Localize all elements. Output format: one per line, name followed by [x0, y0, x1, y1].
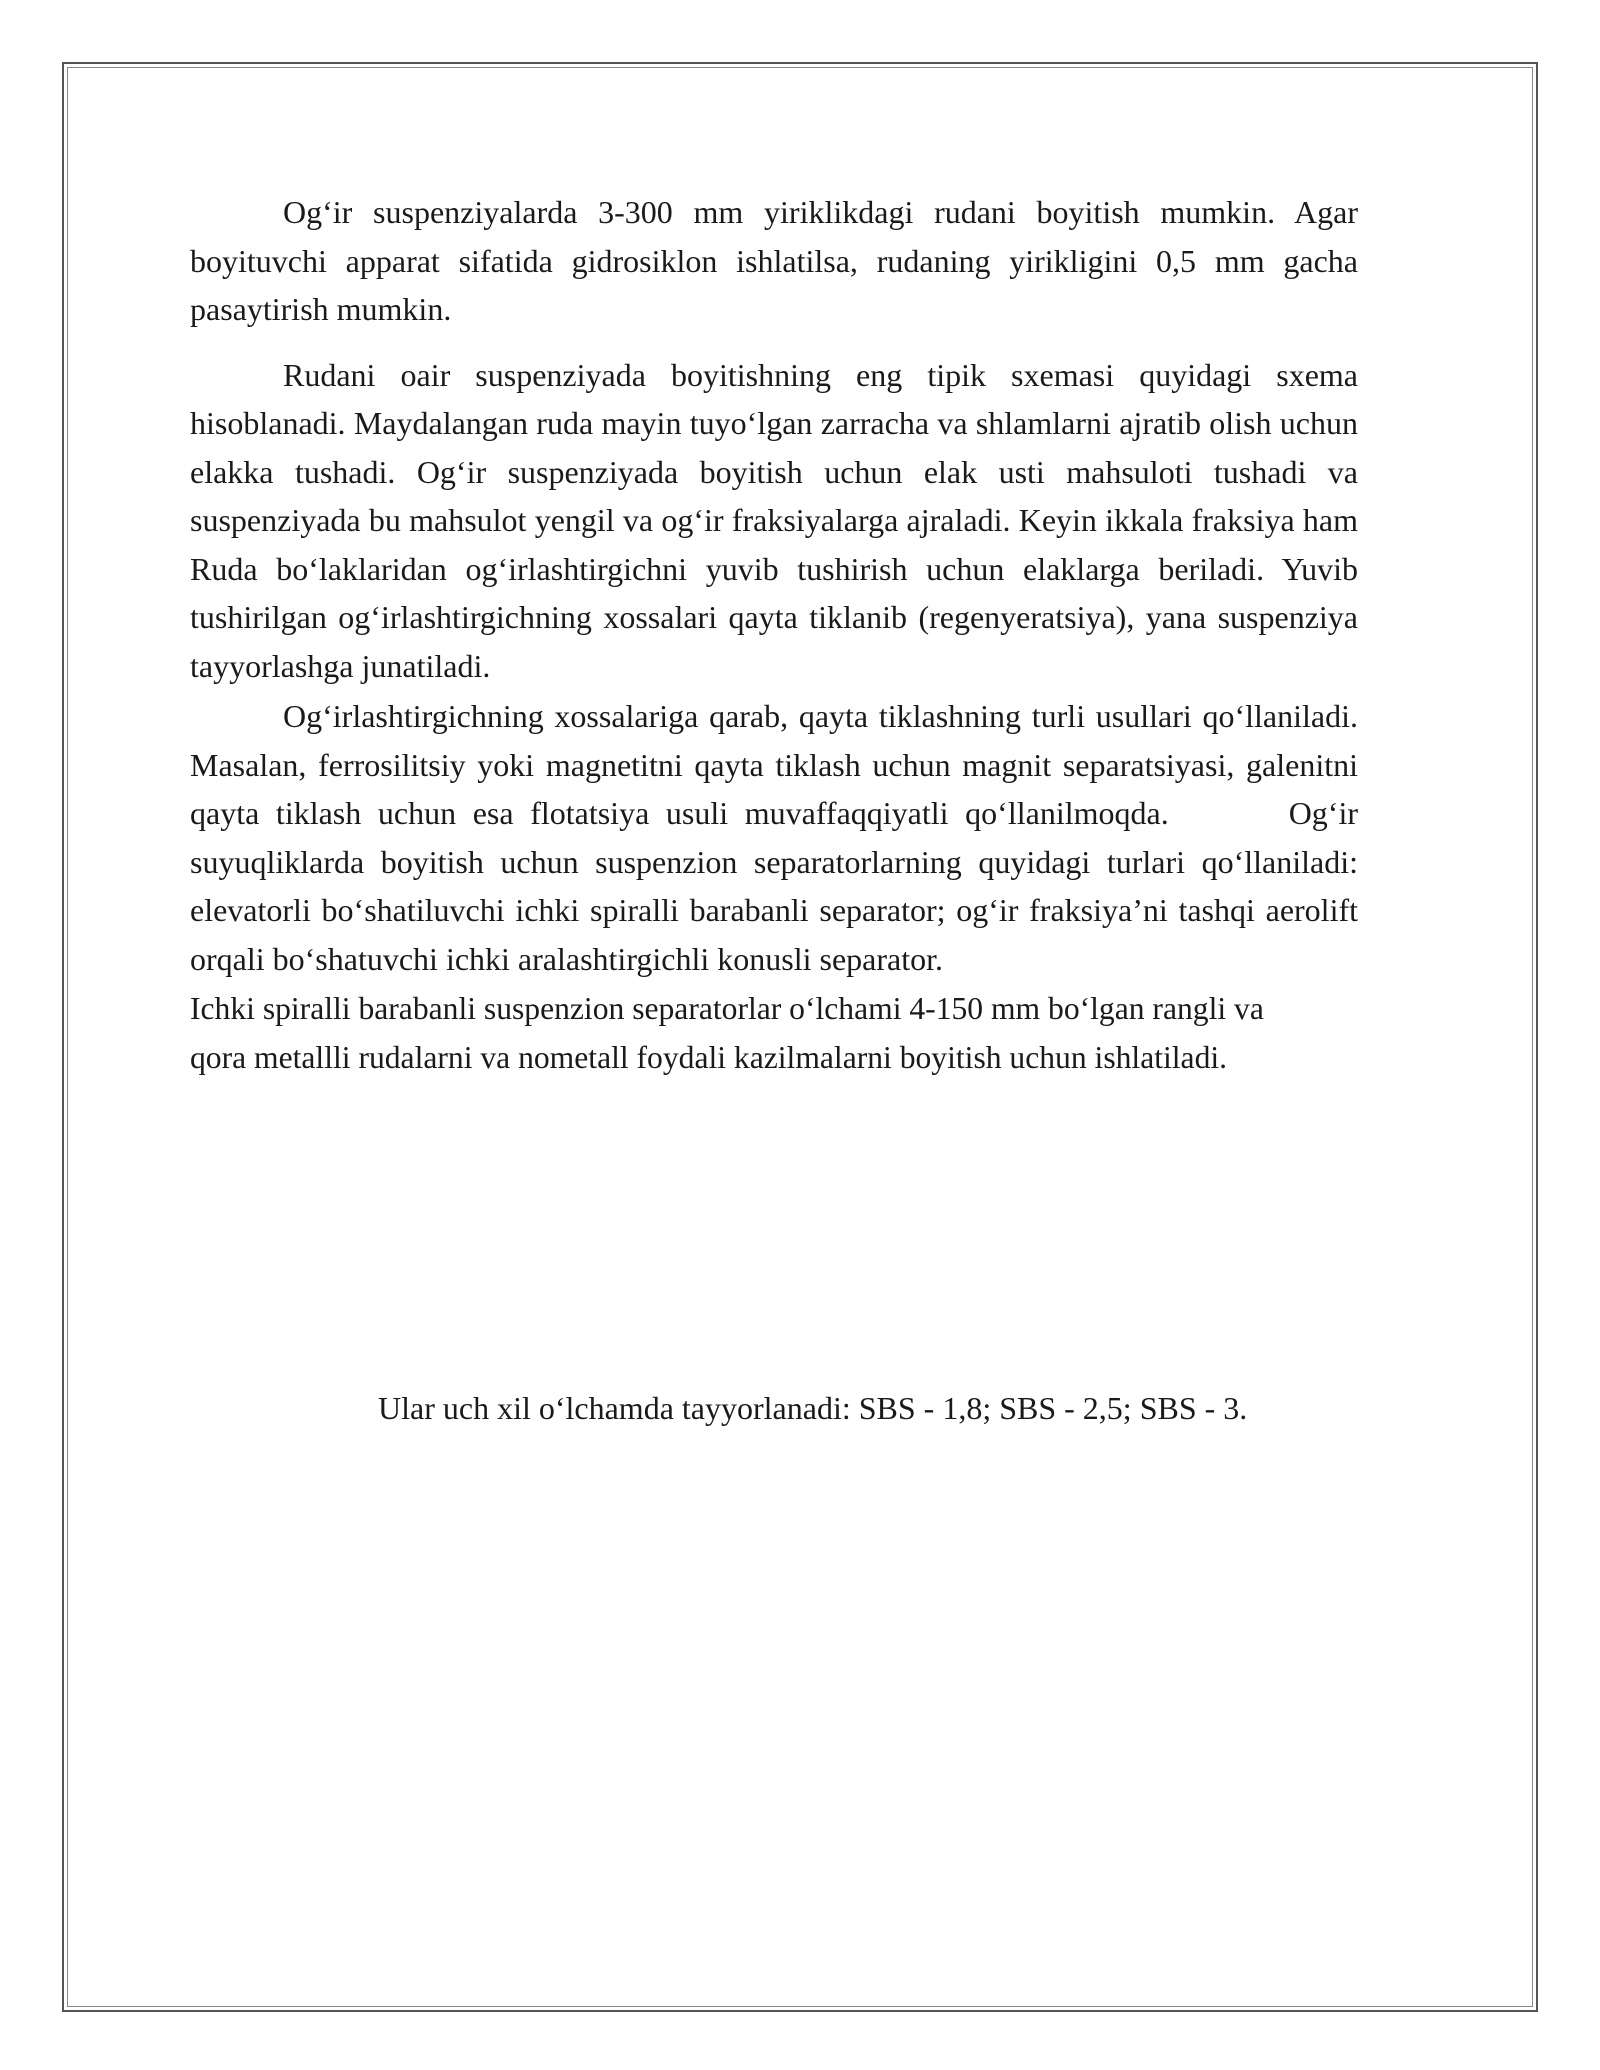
paragraph-1: Og‘ir suspenziyalarda 3-300 mm yiriklikdagi rudani boyitish mumkin. Agar boyituvchi apparat sifatida gidrosiklon ishlatilsa, rudaning yirikligini 0,5 mm gacha pasaytirish mumkin.	[190, 194, 1358, 327]
paragraph-4-line-1: Ichki spiralli barabanli suspenzion separatorlar o‘lchami 4-150 mm bo‘lgan rangli va	[190, 991, 1264, 1026]
document-body	[190, 188, 1358, 1082]
closing-line: Ular uch xil o‘lchamda tayyorlanadi: SBS - 1,8; SBS - 2,5; SBS - 3.	[378, 1390, 1248, 1426]
paragraph-4-line-2: qora metallli rudalarni va nometall foydali kazilmalarni boyitish uchun ishlatiladi.	[190, 1039, 1228, 1075]
paragraph-3-part-2: Og‘ir suyuqliklarda boyitish uchun suspenzion separatorlarning quyidagi turlari qo‘llaniladi: elevatorli bo‘shatiluvchi ichki spiralli barabanli separator; og‘ir fraksiya’ni tashqi aerolift orqali bo‘shatuvchi ichki aralashtirgichli konusli separator.	[190, 795, 1358, 977]
paragraph-3	[190, 692, 1358, 983]
paragraph-2: Rudani oair suspenziyada boyitishning eng tipik sxemasi quyidagi sxema hisoblanadi. Maydalangan ruda mayin tuyo‘lgan zarracha va shlamlarni ajratib olish uchun elakka tushadi. Og‘ir suspenziyada boyitish uchun elak usti mahsuloti tushadi va suspenziyada bu mahsulot yengil va og‘ir fraksiyalarga ajraladi. Keyin ikkala fraksiya ham Ruda bo‘laklaridan og‘irlashtirgichni yuvib tushirish uchun elaklarga beriladi. Yuvib tushirilgan og‘irlashtirgichning xossalari qayta tiklanib (regenyeratsiya), yana suspenziya tayyorlashga junatiladi.	[190, 356, 1358, 684]
paragraph-3-part-1: Og‘irlashtirgichning xossalariga qarab, qayta tiklashning turli usullari qo‘llaniladi. Masalan, ferrosilitsiy yoki magnetitni qayta tiklash uchun magnit separatsiyasi, galenitni qayta tiklash uchun esa flotatsiya usuli muvaffaqqiyatli qo‘llanilmoqda.	[190, 698, 1358, 831]
